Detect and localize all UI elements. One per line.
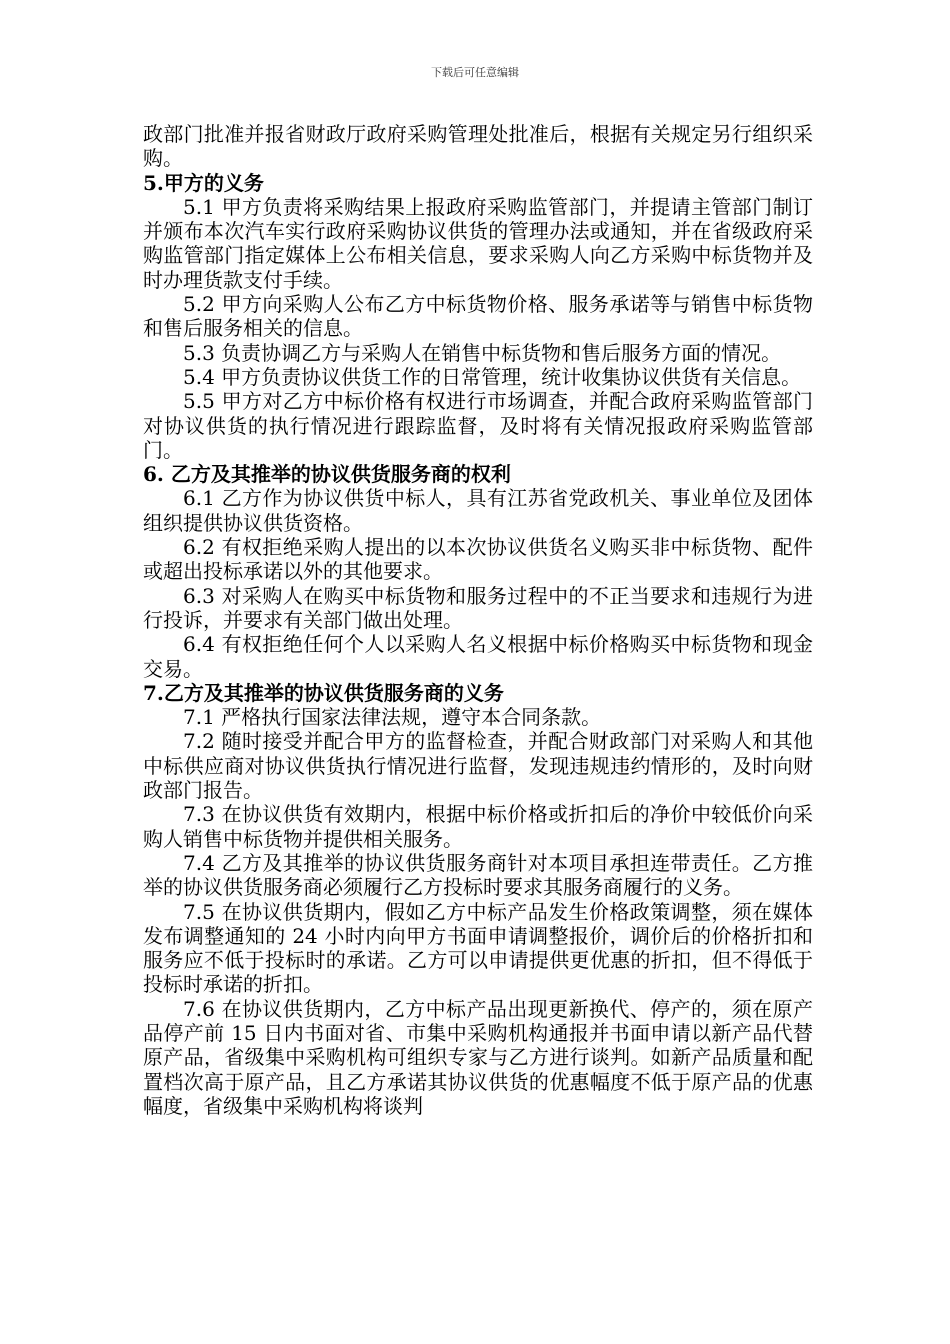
clause-paragraph: 7.3 在协议供货有效期内，根据中标价格或折扣后的净价中较低价向采购人销售中标货物并提供相关服务。 <box>143 802 813 851</box>
section-heading: 6. 乙方及其推举的协议供货服务商的权利 <box>143 462 511 487</box>
clause-paragraph: 7.4 乙方及其推举的协议供货服务商针对本项目承担连带责任。乙方推举的协议供货服务商必须履行乙方投标时要求其服务商履行的义务。 <box>143 850 813 900</box>
clause-paragraph: 5.5 甲方对乙方中标价格有权进行市场调查，并配合政府采购监管部门对协议供货的执行情况进行跟踪监督，及时将有关情况报政府采购监管部门。 <box>143 389 813 462</box>
clause-paragraph: 7.5 在协议供货期内，假如乙方中标产品发生价格政策调整，须在媒体发布调整通知的 24 小时内向甲方书面申请调整报价，调价后的价格折扣和服务应不低于投标时的承诺。乙方可以申请提供更优惠的折扣，但不得低于投标时承诺的折扣。 <box>143 899 813 997</box>
clause-paragraph: 6.1 乙方作为协议供货中标人，具有江苏省党政机关、事业单位及团体组织提供协议供货资格。 <box>143 486 813 535</box>
document-body <box>143 122 813 1118</box>
clause-paragraph: 5.2 甲方向采购人公布乙方中标货物价格、服务承诺等与销售中标货物和售后服务相关的信息。 <box>143 292 813 341</box>
clause-paragraph: 6.3 对采购人在购买中标货物和服务过程中的不正当要求和违规行为进行投诉，并要求有关部门做出处理。 <box>143 583 813 632</box>
page-header: 下载后可任意编辑 <box>431 66 519 79</box>
clause-paragraph: 6.2 有权拒绝采购人提出的以本次协议供货名义购买非中标货物、配件或超出投标承诺以外的其他要求。 <box>143 535 813 584</box>
clause-paragraph: 6.4 有权拒绝任何个人以采购人名义根据中标价格购买中标货物和现金交易。 <box>143 632 813 681</box>
section-heading: 7.乙方及其推举的协议供货服务商的义务 <box>143 680 504 705</box>
section-heading: 5.甲方的义务 <box>143 170 264 195</box>
clause-paragraph: 5.3 负责协调乙方与采购人在销售中标货物和售后服务方面的情况。 <box>183 340 782 365</box>
clause-paragraph: 7.6 在协议供货期内，乙方中标产品出现更新换代、停产的，须在原产品停产前 15 日内书面对省、市集中采购机构通报并书面申请以新产品代替原产品，省级集中采购机构可组织专家与乙方进行谈判。如新产品质量和配置档次高于原产品，且乙方承诺其协议供货的优惠幅度不低于原产品的优惠幅度，省级集中采购机构将谈判 <box>143 996 813 1118</box>
clause-paragraph: 5.4 甲方负责协议供货工作的日常管理，统计收集协议供货有关信息。 <box>183 364 802 389</box>
clause-paragraph: 5.1 甲方负责将采购结果上报政府采购监管部门，并提请主管部门制订并颁布本次汽车实行政府采购协议供货的管理办法或通知，并在省级政府采购监管部门指定媒体上公布相关信息，要求采购人向乙方采购中标货物并及时办理货款支付手续。 <box>143 194 813 292</box>
clause-paragraph: 7.2 随时接受并配合甲方的监督检查，并配合财政部门对采购人和其他中标供应商对协议供货执行情况进行监督，发现违规违约情形的，及时向财政部门报告。 <box>143 729 813 803</box>
body-paragraph: 政部门批准并报省财政厅政府采购管理处批准后，根据有关规定另行组织采购。 <box>143 122 813 171</box>
clause-paragraph: 7.1 严格执行国家法律法规，遵守本合同条款。 <box>183 705 602 730</box>
